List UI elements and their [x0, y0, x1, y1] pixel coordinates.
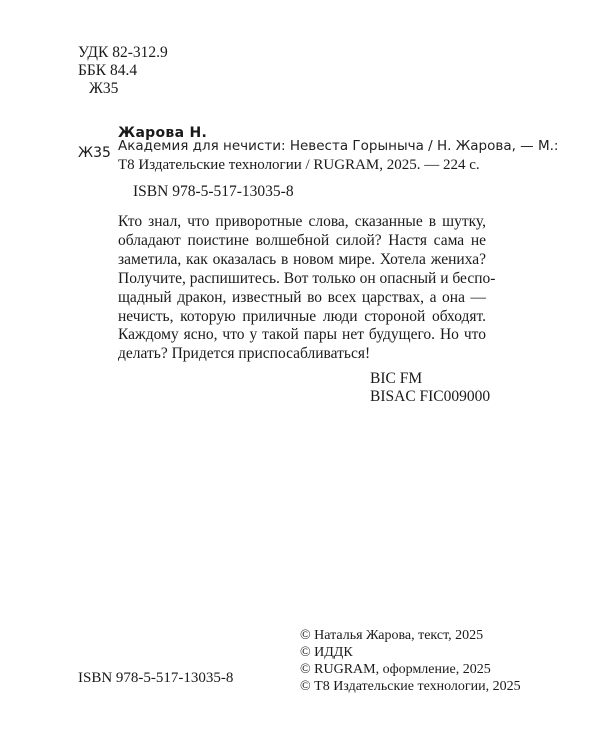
imprint-line: Т8 Издательские технологии / RUGRAM, 2025. — 224 с. [118, 157, 480, 173]
udk-code: УДК 82-312.9 [78, 44, 168, 61]
annotation-line: делать? Придется приспосабливаться! [118, 345, 371, 363]
annotation-line: Получите, распишитесь. Вот только он опасный и беспо- [118, 269, 496, 287]
annotation [118, 213, 496, 364]
copyright-line: © Наталья Жарова, текст, 2025 [300, 628, 484, 643]
author-name: Жарова Н. [118, 125, 208, 141]
author-sign: Ж35 [89, 80, 119, 97]
book-title-line: Академия для нечисти: Невеста Горыныча / Н. Жарова, — М.: [118, 138, 559, 154]
copyright-line: © RUGRAM, оформление, 2025 [300, 662, 491, 677]
bisac-code: BISAC FIC009000 [370, 388, 491, 405]
isbn-bottom: ISBN 978-5-517-13035-8 [78, 670, 234, 686]
annotation-line: нечисть, которую приличные люди стороной обходят. [118, 307, 486, 325]
copyright-block [300, 627, 521, 695]
copyright-line: © ИДДК [300, 645, 353, 660]
copyright-line: © Т8 Издательские технологии, 2025 [300, 679, 521, 694]
annotation-line: Каждому ясно, что у такой пары нет будущего. Но что [118, 326, 486, 344]
bbk-code: ББК 84.4 [78, 62, 138, 79]
bic-code: BIC FM [370, 370, 423, 387]
annotation-line: Кто знал, что приворотные слова, сказанные в шутку, [118, 213, 486, 230]
isbn-top: ISBN 978-5-517-13035-8 [133, 183, 294, 200]
annotation-line: заметила, как оказалась в новом мире. Хотела жениха? [118, 250, 486, 268]
annotation-line: щадный дракон, известный во всех царствах, а она — [118, 288, 486, 306]
author-sign-margin: Ж35 [78, 145, 111, 161]
annotation-line: обладают поистине волшебной силой? Настя сама не [118, 231, 486, 249]
